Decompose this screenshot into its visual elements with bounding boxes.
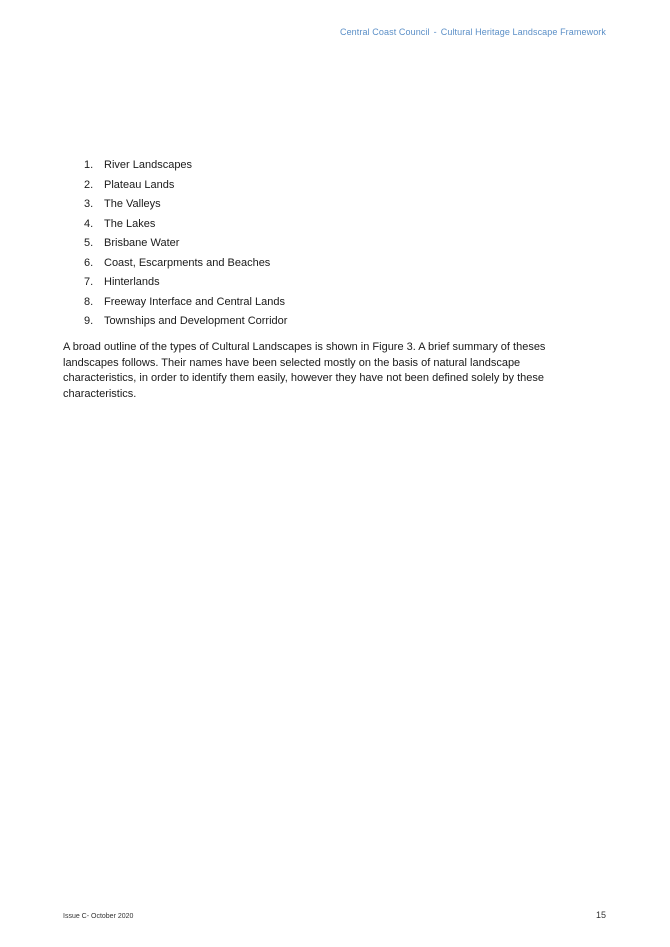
body-paragraph: A broad outline of the types of Cultural Landscapes is shown in Figure 3. A brief summary of theses landscapes follows. Their names have been selected mostly on the basis of natural landscape characteristics, in order to identify them easily, however they have not been defined solely by these characteristics. <box>63 341 546 400</box>
page-number: 15 <box>595 910 606 920</box>
list-item-label: River Landscapes <box>104 159 193 171</box>
list-item-label: Townships and Development Corridor <box>104 315 288 327</box>
list-item-label: Freeway Interface and Central Lands <box>104 295 285 308</box>
list-item-number: 4. <box>84 217 94 230</box>
list-item <box>78 294 287 314</box>
list-item-number: 3. <box>84 198 94 210</box>
list-item <box>78 196 287 216</box>
page-header <box>340 27 606 37</box>
list-item-label: The Lakes <box>104 217 156 230</box>
list-item-number: 9. <box>84 315 94 327</box>
list-item-number: 7. <box>84 276 94 288</box>
list-item-label: Coast, Escarpments and Beaches <box>104 256 271 269</box>
landscape-list <box>78 157 287 333</box>
list-item-number: 1. <box>84 159 94 171</box>
list-item <box>78 235 287 255</box>
list-item-number: 8. <box>84 295 94 308</box>
header-title: Cultural Heritage Landscape Framework <box>440 27 606 37</box>
footer-issue: Issue C- October 2020 <box>63 913 134 920</box>
list-item-number: 6. <box>84 256 94 269</box>
list-item-label: The Valleys <box>104 198 161 210</box>
list-item <box>78 313 287 333</box>
list-item <box>78 157 287 177</box>
list-item <box>78 216 287 236</box>
list-item-number: 5. <box>84 237 94 249</box>
list-item <box>78 255 287 275</box>
list-item-number: 2. <box>84 178 94 191</box>
list-item-label: Brisbane Water <box>104 237 180 249</box>
header-separator: - <box>433 27 437 37</box>
list-item-label: Plateau Lands <box>104 178 175 191</box>
list-item-label: Hinterlands <box>104 276 160 288</box>
list-item <box>78 177 287 197</box>
list-item <box>78 274 287 294</box>
header-org: Central Coast Council <box>339 27 430 37</box>
